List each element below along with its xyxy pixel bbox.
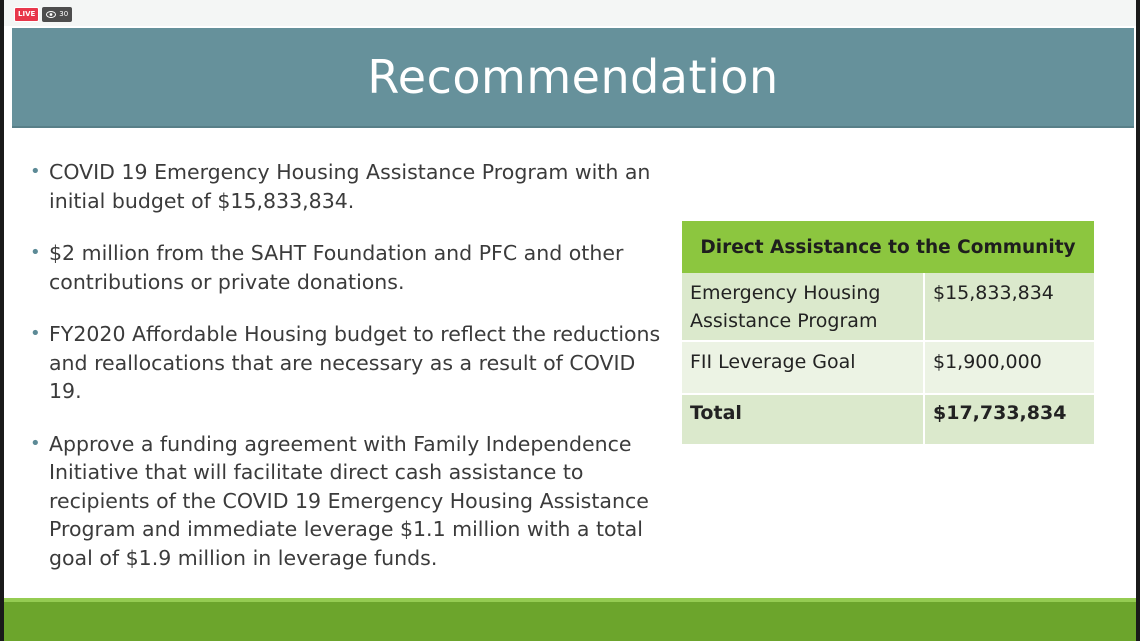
stream-badges: [14, 7, 72, 22]
total-label: Total: [682, 394, 924, 444]
bullet-icon: •: [30, 432, 41, 454]
slide-header: [12, 28, 1134, 128]
live-badge: LIVE: [14, 7, 39, 22]
eye-icon: [46, 11, 56, 18]
table-header: Direct Assistance to the Community: [682, 221, 1094, 273]
bullet-text: COVID 19 Emergency Housing Assistance Program with an initial budget of $15,833,834.: [49, 160, 651, 213]
table-row: [682, 341, 1094, 394]
bullet-text: $2 million from the SAHT Foundation and PFC and other contributions or private donations.: [49, 241, 624, 294]
bullet-item: [30, 320, 670, 406]
bullet-text: Approve a funding agreement with Family Independence Initiative that will facilitate direct cash assistance to recipients of the COVID 19 Emergency Housing Assistance Program and immediate leverage $1.1 million with a total goal of $1.9 million in leverage funds.: [49, 431, 649, 570]
bullet-item: [30, 158, 670, 215]
slide: [4, 0, 1136, 641]
row-label: FII Leverage Goal: [682, 341, 924, 394]
table-total-row: [682, 394, 1094, 444]
bullet-item: [30, 239, 670, 296]
footer-band: [4, 598, 1136, 641]
row-value: $15,833,834: [924, 273, 1094, 341]
direct-assistance-table: [682, 221, 1094, 444]
bullet-list: [30, 158, 670, 596]
bullet-icon: •: [30, 323, 41, 344]
viewer-count-badge: [42, 7, 72, 22]
bullet-item: [30, 430, 670, 573]
total-value: $17,733,834: [924, 394, 1094, 444]
bullet-icon: •: [30, 242, 41, 263]
row-label: Emergency Housing Assistance Program: [682, 273, 924, 341]
bullet-icon: •: [30, 161, 41, 182]
row-value: $1,900,000: [924, 341, 1094, 394]
table-row: [682, 273, 1094, 341]
bullet-text: FY2020 Affordable Housing budget to reflect the reductions and reallocations that are necessary as a result of COVID 19.: [49, 322, 661, 403]
top-strip: [4, 0, 1136, 26]
slide-title: Recommendation: [367, 50, 779, 104]
viewer-count: 30: [59, 10, 69, 18]
